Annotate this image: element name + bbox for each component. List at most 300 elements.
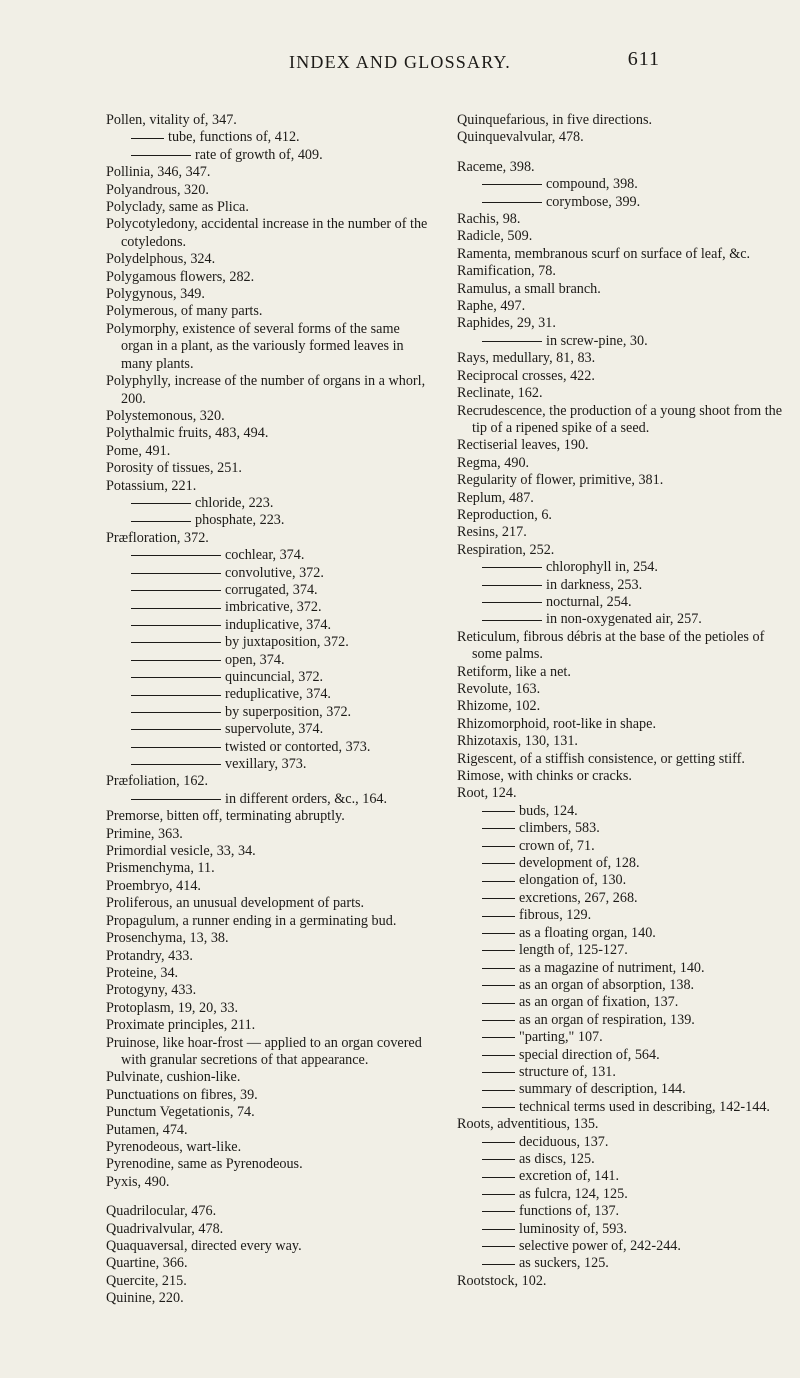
entry-text: Potassium, 221.	[106, 477, 197, 494]
ditto-rule	[482, 1090, 515, 1091]
index-subentry	[457, 1221, 789, 1238]
ditto-rule	[482, 1211, 515, 1212]
index-subentry	[457, 872, 789, 889]
entry-text: special direction of, 564.	[519, 1046, 660, 1063]
ditto-rule	[131, 642, 221, 643]
ditto-rule	[131, 555, 221, 556]
index-entry	[106, 112, 431, 129]
entry-text: as fulcra, 124, 125.	[519, 1185, 628, 1202]
entry-text: as a floating organ, 140.	[519, 924, 656, 941]
entry-text: quincuncial, 372.	[225, 669, 324, 685]
entry-text: as a magazine of nutriment, 140.	[519, 959, 705, 976]
entry-text: Rootstock, 102.	[457, 1272, 547, 1289]
entry-text: structure of, 131.	[519, 1063, 616, 1080]
index-entry	[106, 251, 431, 268]
entry-text: by superposition, 372.	[225, 703, 352, 720]
entry-text: Præfoliation, 162.	[106, 773, 209, 790]
index-subentry	[106, 599, 431, 616]
entry-text: Quadrilocular, 476.	[106, 1203, 217, 1220]
entry-text: Rectiserial leaves, 190.	[457, 437, 589, 454]
ditto-rule	[131, 155, 191, 156]
entry-text: Radicle, 509.	[457, 228, 533, 245]
entry-text: Reproduction, 6.	[457, 506, 552, 523]
index-subentry	[457, 1012, 789, 1029]
index-subentry	[457, 1134, 789, 1151]
ditto-rule	[482, 341, 542, 342]
index-entry	[106, 1203, 431, 1220]
index-entry	[457, 1273, 789, 1290]
index-entry	[457, 350, 789, 367]
index-subentry	[457, 907, 789, 924]
entry-text: Premorse, bitten off, terminating abruptly.	[106, 808, 345, 825]
index-entry	[106, 1069, 431, 1086]
index-entry	[457, 315, 789, 332]
ditto-rule	[131, 695, 221, 696]
entry-text: Proembryo, 414.	[106, 877, 201, 894]
ditto-rule	[482, 184, 542, 185]
index-entry	[106, 826, 431, 843]
entry-text: Pollinia, 346, 347.	[106, 164, 211, 181]
index-entry	[106, 1000, 431, 1017]
index-column-left	[106, 112, 431, 1308]
index-subentry	[457, 1047, 789, 1064]
entry-text: Polyclady, same as Plica.	[106, 199, 249, 216]
entry-text: "parting," 107.	[519, 1029, 603, 1046]
index-entry	[106, 182, 431, 199]
index-entry	[106, 965, 431, 982]
entry-text: as an organ of fixation, 137.	[519, 994, 679, 1011]
entry-text: Rhizomorphoid, root-like in shape.	[457, 715, 656, 732]
ditto-rule	[482, 881, 515, 882]
entry-text: Rhizome, 102.	[457, 698, 541, 715]
entry-text: Quinine, 220.	[106, 1290, 184, 1307]
index-subentry	[457, 1186, 789, 1203]
entry-text: by juxtaposition, 372.	[225, 634, 349, 651]
entry-text: as suckers, 125.	[519, 1255, 609, 1272]
index-subentry	[457, 1238, 789, 1255]
index-entry	[106, 1017, 431, 1034]
index-subentry	[106, 652, 431, 669]
index-subentry	[457, 855, 789, 872]
entry-text: as an organ of absorption, 138.	[519, 976, 695, 993]
entry-text: Reciprocal crosses, 422.	[457, 367, 595, 384]
index-subentry	[457, 1029, 789, 1046]
entry-text: supervolute, 374.	[225, 721, 324, 738]
entry-text: as discs, 125.	[519, 1150, 595, 1167]
index-subentry	[457, 1064, 789, 1081]
entry-text: Primine, 363.	[106, 825, 183, 842]
entry-text: cochlear, 374.	[225, 547, 305, 564]
index-subentry	[457, 942, 789, 959]
index-subentry	[106, 669, 431, 686]
index-entry	[106, 425, 431, 442]
index-subentry	[106, 512, 431, 529]
index-entry	[106, 1174, 431, 1191]
entry-text: Pruinose, like hoar-frost — applied to an organ covered with granular secretions of that appearance.	[106, 1034, 422, 1068]
entry-text: Rays, medullary, 81, 83.	[457, 350, 596, 367]
index-entry	[106, 321, 431, 373]
entry-text: deciduous, 137.	[519, 1133, 609, 1150]
ditto-rule	[131, 729, 221, 730]
entry-text: Quaquaversal, directed every way.	[106, 1238, 302, 1254]
index-entry	[106, 408, 431, 425]
index-subentry	[457, 820, 789, 837]
index-entry	[457, 664, 789, 681]
entry-text: Pyrenodine, same as Pyrenodeous.	[106, 1156, 303, 1173]
entry-text: Respiration, 252.	[457, 541, 555, 558]
entry-text: Reclinate, 162.	[457, 385, 543, 402]
entry-text: Punctum Vegetationis, 74.	[106, 1104, 255, 1121]
entry-text: rate of growth of, 409.	[195, 146, 323, 163]
index-entry	[457, 472, 789, 489]
ditto-rule	[482, 1264, 515, 1265]
entry-text: Protoplasm, 19, 20, 33.	[106, 999, 239, 1016]
entry-text: tube, functions of, 412.	[168, 129, 300, 146]
index-entry	[106, 1104, 431, 1121]
entry-text: Regularity of flower, primitive, 381.	[457, 472, 664, 489]
ditto-rule	[131, 764, 221, 765]
index-subentry	[106, 495, 431, 512]
entry-text: chlorophyll in, 254.	[546, 559, 658, 576]
entry-text: length of, 125-127.	[519, 942, 628, 959]
index-subentry	[106, 739, 431, 756]
entry-text: selective power of, 242-244.	[519, 1238, 681, 1254]
entry-text: crown of, 71.	[519, 837, 595, 854]
entry-text: Quartine, 366.	[106, 1255, 188, 1272]
entry-text: in darkness, 253.	[546, 576, 643, 593]
index-entry	[457, 228, 789, 245]
index-entry	[457, 368, 789, 385]
index-subentry	[457, 1099, 789, 1116]
index-entry	[457, 263, 789, 280]
index-subentry	[106, 129, 431, 146]
entry-text: corymbose, 399.	[546, 193, 641, 210]
index-subentry	[457, 838, 789, 855]
index-entry	[457, 1116, 789, 1133]
index-subentry	[106, 686, 431, 703]
index-subentry	[457, 333, 789, 350]
index-entry	[457, 211, 789, 228]
ditto-rule	[131, 590, 221, 591]
index-entry	[106, 1290, 431, 1307]
index-entry	[457, 298, 789, 315]
entry-text: development of, 128.	[519, 855, 640, 872]
entry-text: Rimose, with chinks or cracks.	[457, 768, 632, 785]
entry-text: Pollen, vitality of, 347.	[106, 112, 237, 128]
ditto-rule	[482, 1142, 515, 1143]
ditto-rule	[131, 747, 221, 748]
ditto-rule	[131, 799, 221, 800]
index-subentry	[457, 594, 789, 611]
index-entry	[457, 716, 789, 733]
entry-text: Putamen, 474.	[106, 1121, 188, 1138]
entry-text: Root, 124.	[457, 785, 517, 802]
entry-text: chloride, 223.	[195, 494, 274, 511]
entry-text: Rachis, 98.	[457, 211, 521, 228]
entry-text: Rigescent, of a stiffish consistence, or getting stiff.	[457, 750, 745, 767]
entry-text: functions of, 137.	[519, 1203, 620, 1220]
ditto-rule	[482, 916, 515, 917]
ditto-rule	[482, 1107, 515, 1108]
entry-text: Punctuations on fibres, 39.	[106, 1086, 258, 1103]
entry-text: Revolute, 163.	[457, 681, 541, 697]
index-entry	[106, 216, 431, 251]
entry-text: Protandry, 433.	[106, 947, 193, 964]
index-entry	[457, 507, 789, 524]
index-subentry	[457, 803, 789, 820]
entry-text: Prosenchyma, 13, 38.	[106, 930, 229, 947]
entry-text: Roots, adventitious, 135.	[457, 1116, 599, 1133]
entry-text: Polycotyledony, accidental increase in the number of the cotyledons.	[106, 216, 428, 250]
index-subentry	[106, 721, 431, 738]
index-entry	[457, 403, 789, 438]
entry-text: Polystemonous, 320.	[106, 407, 225, 424]
entry-text: Pulvinate, cushion-like.	[106, 1069, 241, 1086]
entry-text: in different orders, &c., 164.	[225, 790, 388, 807]
entry-text: Recrudescence, the production of a young shoot from the tip of a ripened spike of a seed.	[457, 402, 783, 436]
index-entry	[457, 785, 789, 802]
index-entry	[457, 768, 789, 785]
page-number: 611	[627, 48, 660, 70]
entry-text: open, 374.	[225, 651, 285, 668]
entry-text: imbricative, 372.	[225, 599, 322, 616]
index-entry	[106, 878, 431, 895]
entry-text: convolutive, 372.	[225, 564, 324, 581]
entry-text: Ramenta, membranous scurf on surface of leaf, &c.	[457, 245, 751, 262]
ditto-rule	[482, 1020, 515, 1021]
index-entry	[106, 1139, 431, 1156]
index-entry	[106, 808, 431, 825]
index-entry	[106, 948, 431, 965]
entry-text: Polythalmic fruits, 483, 494.	[106, 425, 269, 442]
entry-text: Proliferous, an unusual development of parts.	[106, 895, 365, 912]
ditto-rule	[482, 1194, 515, 1195]
entry-text: Polydelphous, 324.	[106, 251, 216, 268]
entry-text: in non-oxygenated air, 257.	[546, 611, 702, 628]
index-subentry	[457, 1168, 789, 1185]
ditto-rule	[482, 567, 542, 568]
entry-text: induplicative, 374.	[225, 616, 331, 633]
entry-text: Pyxis, 490.	[106, 1173, 170, 1190]
entry-text: Prismenchyma, 11.	[106, 860, 215, 877]
index-entry	[106, 269, 431, 286]
entry-text: Pyrenodeous, wart-like.	[106, 1138, 242, 1155]
index-entry	[106, 1035, 431, 1070]
entry-text: Raphe, 497.	[457, 298, 526, 315]
index-entry	[106, 443, 431, 460]
ditto-rule	[131, 521, 191, 522]
ditto-rule	[482, 1055, 515, 1056]
ditto-rule	[482, 863, 515, 864]
entry-text: Propagulum, a runner ending in a germinating bud.	[106, 912, 397, 929]
index-entry	[457, 698, 789, 715]
entry-text: nocturnal, 254.	[546, 593, 632, 610]
index-entry	[457, 159, 789, 176]
entry-text: Polymorphy, existence of several forms of the same organ in a plant, as the variously formed leaves in many plants.	[106, 320, 404, 372]
index-subentry	[457, 1081, 789, 1098]
entry-text: Ramulus, a small branch.	[457, 280, 601, 297]
entry-text: Quinquevalvular, 478.	[457, 129, 584, 146]
index-entry	[106, 460, 431, 477]
entry-text: elongation of, 130.	[519, 872, 627, 889]
ditto-rule	[131, 677, 221, 678]
entry-text: as an organ of respiration, 139.	[519, 1011, 695, 1028]
index-entry	[106, 1255, 431, 1272]
entry-text: buds, 124.	[519, 802, 578, 819]
index-subentry	[457, 994, 789, 1011]
ditto-rule	[131, 625, 221, 626]
ditto-rule	[482, 202, 542, 203]
index-subentry	[106, 147, 431, 164]
entry-text: Polyandrous, 320.	[106, 181, 209, 198]
ditto-rule	[482, 585, 542, 586]
entry-text: twisted or contorted, 373.	[225, 738, 371, 755]
index-entry	[106, 930, 431, 947]
index-entry	[457, 681, 789, 698]
index-entry	[106, 164, 431, 181]
index-entry	[106, 860, 431, 877]
index-entry	[457, 524, 789, 541]
index-entry	[457, 437, 789, 454]
index-entry	[106, 530, 431, 547]
index-entry	[457, 281, 789, 298]
index-entry	[457, 385, 789, 402]
ditto-rule	[482, 1159, 515, 1160]
index-subentry	[457, 925, 789, 942]
ditto-rule	[131, 138, 164, 139]
index-entry	[106, 895, 431, 912]
index-subentry	[457, 890, 789, 907]
index-entry	[457, 129, 789, 146]
entry-text: summary of description, 144.	[519, 1081, 686, 1098]
ditto-rule	[482, 933, 515, 934]
index-subentry	[106, 704, 431, 721]
index-subentry	[457, 1151, 789, 1168]
index-entry	[106, 1156, 431, 1173]
entry-text: technical terms used in describing, 142-144.	[519, 1098, 770, 1115]
entry-text: Polyphylly, increase of the number of organs in a whorl, 200.	[106, 373, 426, 407]
ditto-rule	[482, 602, 542, 603]
entry-text: reduplicative, 374.	[225, 686, 331, 703]
index-subentry	[457, 977, 789, 994]
entry-text: Reticulum, fibrous débris at the base of the petioles of some palms.	[457, 628, 765, 663]
index-subentry	[457, 559, 789, 576]
entry-text: in screw-pine, 30.	[546, 332, 648, 349]
entry-text: Polymerous, of many parts.	[106, 303, 263, 320]
entry-text: Proximate principles, 211.	[106, 1017, 256, 1034]
index-entry	[457, 112, 789, 129]
entry-text: compound, 398.	[546, 176, 638, 193]
index-subentry	[457, 611, 789, 628]
index-entry	[457, 455, 789, 472]
page-title: INDEX AND GLOSSARY.	[289, 52, 511, 72]
entry-text: Protogyny, 433.	[106, 982, 197, 999]
index-subentry	[457, 194, 789, 211]
entry-text: Quadrivalvular, 478.	[106, 1220, 224, 1237]
entry-text: Raphides, 29, 31.	[457, 315, 556, 332]
ditto-rule	[131, 573, 221, 574]
ditto-rule	[482, 1246, 515, 1247]
index-entry	[106, 478, 431, 495]
index-entry	[106, 303, 431, 320]
entry-text: excretions, 267, 268.	[519, 889, 638, 906]
entry-text: Retiform, like a net.	[457, 663, 571, 680]
page-header	[0, 48, 800, 88]
index-entry	[106, 982, 431, 999]
entry-text: Raceme, 398.	[457, 158, 535, 175]
entry-text: Porosity of tissues, 251.	[106, 460, 242, 477]
index-subentry	[106, 617, 431, 634]
ditto-rule	[131, 712, 221, 713]
entry-text: luminosity of, 593.	[519, 1220, 627, 1237]
ditto-rule	[131, 503, 191, 504]
index-subentry	[106, 634, 431, 651]
ditto-rule	[482, 1177, 515, 1178]
index-subentry	[457, 176, 789, 193]
entry-text: Præfloration, 372.	[106, 529, 209, 546]
index-subentry	[106, 582, 431, 599]
entry-text: Ramification, 78.	[457, 263, 556, 280]
ditto-rule	[482, 1072, 515, 1073]
index-entry	[106, 199, 431, 216]
entry-text: Regma, 490.	[457, 454, 530, 471]
entry-text: fibrous, 129.	[519, 907, 592, 924]
index-entry	[457, 733, 789, 750]
index-column-right	[457, 112, 789, 1290]
index-entry	[106, 1221, 431, 1238]
index-entry	[106, 1238, 431, 1255]
index-entry	[106, 913, 431, 930]
entry-text: phosphate, 223.	[195, 512, 285, 529]
index-entry	[106, 843, 431, 860]
entry-text: Resins, 217.	[457, 524, 527, 541]
ditto-rule	[482, 846, 515, 847]
entry-text: Primordial vesicle, 33, 34.	[106, 843, 256, 860]
index-entry	[106, 1087, 431, 1104]
ditto-rule	[482, 898, 515, 899]
ditto-rule	[131, 608, 221, 609]
index-subentry	[106, 756, 431, 773]
ditto-rule	[482, 985, 515, 986]
index-subentry	[457, 1255, 789, 1272]
entry-text: Replum, 487.	[457, 489, 534, 506]
index-entry	[457, 751, 789, 768]
entry-text: excretion of, 141.	[519, 1168, 620, 1185]
index-entry	[106, 773, 431, 790]
index-entry	[106, 286, 431, 303]
entry-text: Quercite, 215.	[106, 1272, 187, 1289]
index-subentry	[106, 791, 431, 808]
entry-text: Rhizotaxis, 130, 131.	[457, 733, 578, 750]
entry-text: Quinquefarious, in five directions.	[457, 112, 653, 128]
index-entry	[457, 490, 789, 507]
ditto-rule	[482, 1003, 515, 1004]
entry-text: Pome, 491.	[106, 442, 171, 459]
index-entry	[106, 1273, 431, 1290]
ditto-rule	[482, 968, 515, 969]
index-subentry	[106, 565, 431, 582]
index-entry	[457, 246, 789, 263]
entry-text: Proteine, 34.	[106, 964, 179, 981]
index-entry	[457, 542, 789, 559]
ditto-rule	[131, 660, 221, 661]
entry-text: climbers, 583.	[519, 820, 600, 837]
index-subentry	[106, 547, 431, 564]
index-entry	[457, 629, 789, 664]
ditto-rule	[482, 1229, 515, 1230]
entry-text: vexillary, 373.	[225, 756, 307, 773]
index-subentry	[457, 960, 789, 977]
